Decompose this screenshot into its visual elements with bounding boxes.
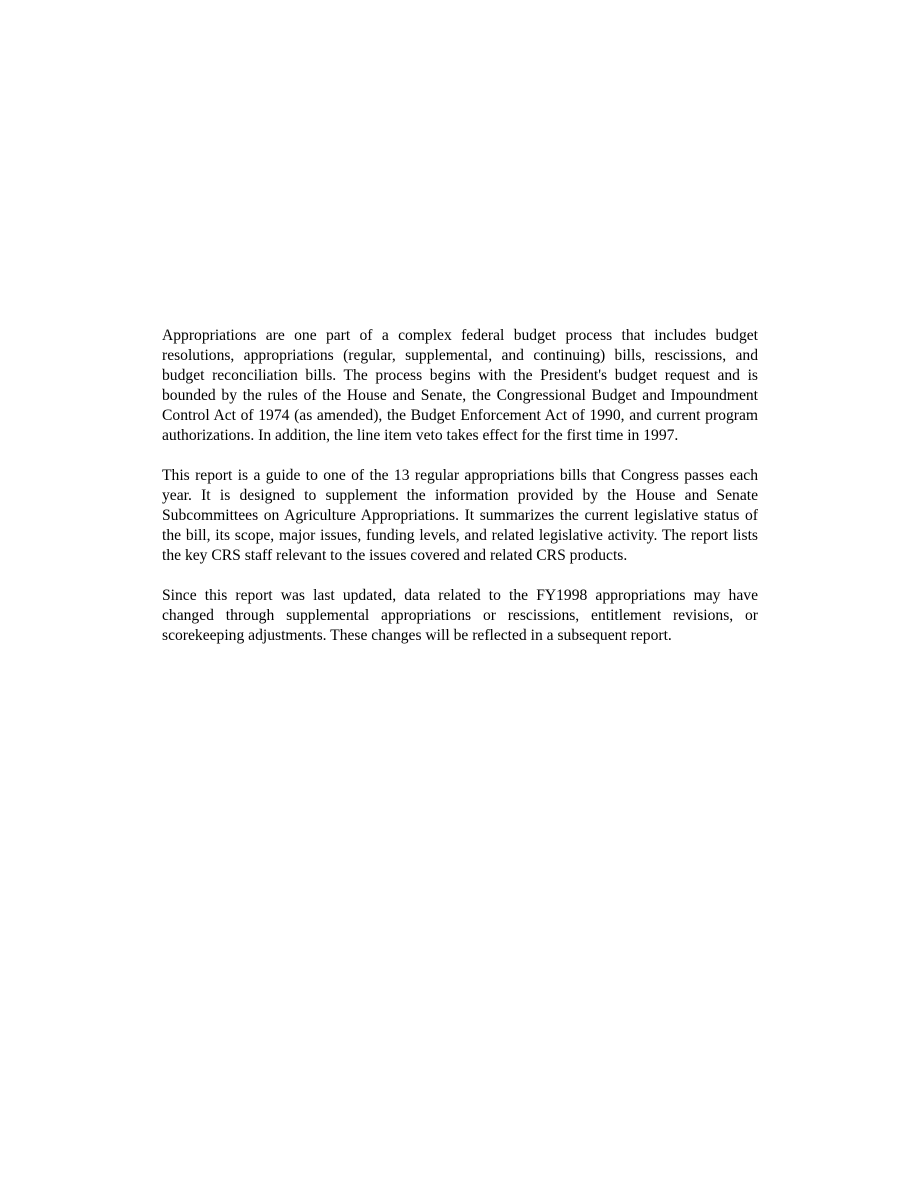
body-text (162, 326, 758, 666)
paragraph-update-notice: Since this report was last updated, data related to the FY1998 appropriations may have changed through supplemental appropriations or rescissions, entitlement revisions, or scorekeeping adjustments. These changes will be reflected in a subsequent report. (162, 587, 758, 644)
paragraph-report-guide: This report is a guide to one of the 13 regular appropriations bills that Congress passes each year. It is designed to supplement the information provided by the House and Senate Subcommittees on Agriculture Appropriations. It summarizes the current legislative status of the bill, its scope, major issues, funding levels, and related legislative activity. The report lists the key CRS staff relevant to the issues covered and related CRS products. (162, 467, 758, 564)
paragraph-budget-process: Appropriations are one part of a complex federal budget process that includes budget resolutions, appropriations (regular, supplemental, and continuing) bills, rescissions, and budget reconciliation bills. The process begins with the President's budget request and is bounded by the rules of the House and Senate, the Congressional Budget and Impoundment Control Act of 1974 (as amended), the Budget Enforcement Act of 1990, and current program authorizations. In addition, the line item veto takes effect for the first time in 1997. (162, 327, 758, 444)
